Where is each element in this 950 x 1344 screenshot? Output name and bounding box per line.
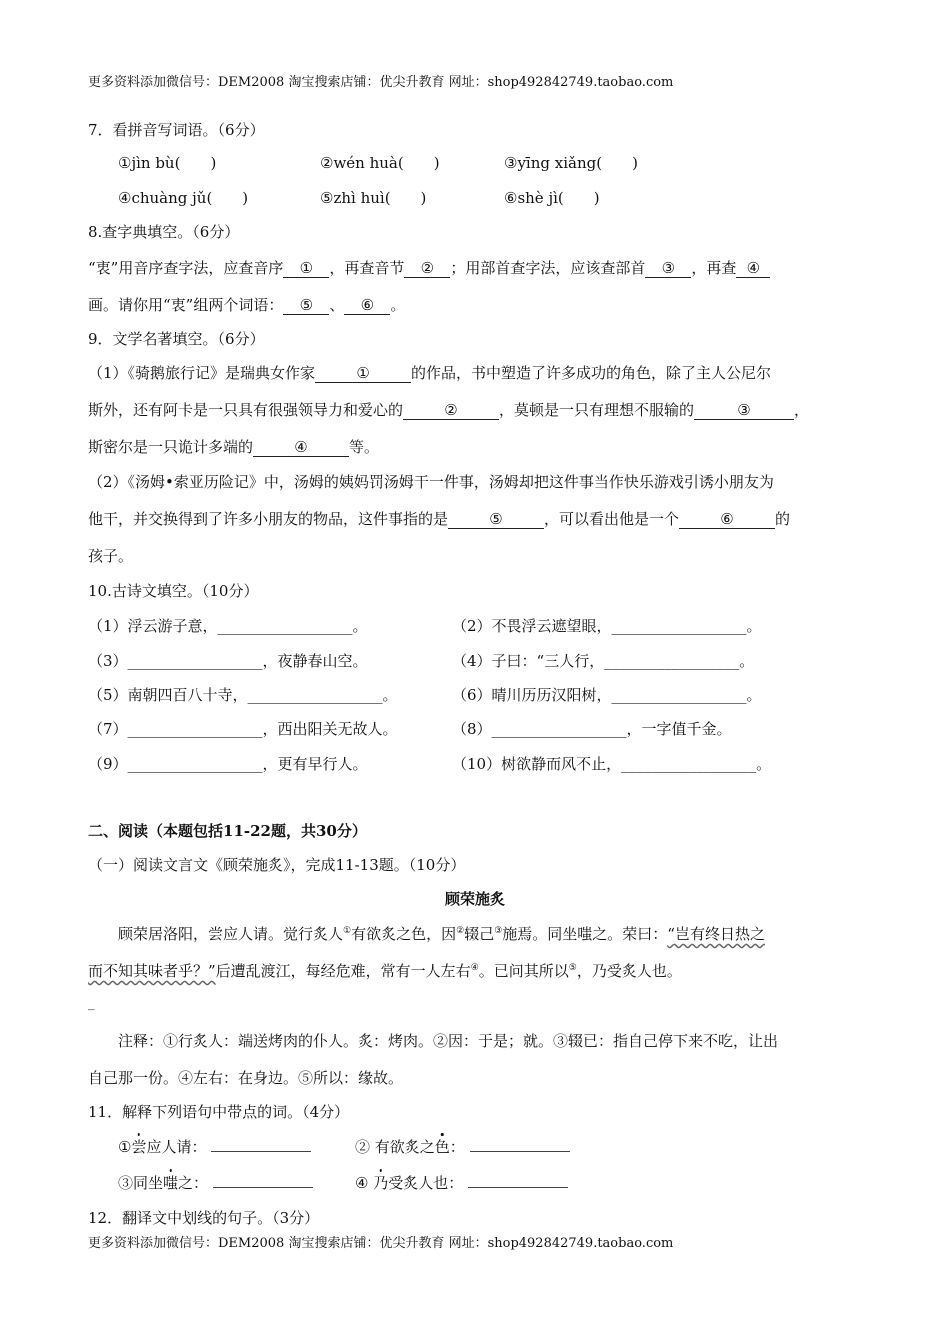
q8-blank-5[interactable]: ⑤ (283, 296, 329, 315)
q8-blank-6[interactable]: ⑥ (344, 296, 390, 315)
q9-text: 斯外，还有阿卡是一只具有很强领导力和爱心的 (88, 401, 404, 419)
q11-item-1 (118, 1136, 311, 1157)
q11-item-4 (355, 1172, 568, 1193)
q7-item-3: ③yīng xiǎng( ) (504, 154, 638, 172)
q8-text: 画。请你用“衷”组两个词语： (88, 296, 284, 314)
footnote-mark: ③ (494, 926, 503, 936)
q9-text: 的 (775, 510, 791, 528)
passage-text: 有欲炙之色，因 (351, 925, 457, 943)
dotted-char: 乃 (373, 1174, 389, 1192)
passage-text: 辍己 (464, 925, 495, 943)
q8-text: “衷”用音序查字法，应查音序 (88, 259, 284, 277)
q10-item-7: （7）__________________，西出阳关无故人。 (88, 720, 398, 738)
q9-para1-line3 (88, 436, 379, 457)
q8-text: ，再查音节 (329, 259, 405, 277)
q8-text: ；用部首查字法，应该查部首 (450, 259, 646, 277)
q9-text: 的作品，书中塑造了许多成功的角色，除了主人公尼尔 (411, 364, 772, 382)
q10-item-1: （1）浮云游子意，__________________。 (88, 617, 368, 635)
q7-item-2: ②wén huà( ) (320, 154, 440, 172)
q11-text: 之： (178, 1174, 209, 1192)
dotted-char: 色 (434, 1138, 450, 1156)
dotted-char: 嗤 (163, 1174, 179, 1192)
q9-para1-line1 (88, 362, 771, 383)
q11-answer-blank-1[interactable] (211, 1137, 311, 1152)
q10-item-2: （2）不畏浮云遮望眼，__________________。 (452, 617, 762, 635)
q9-blank-2[interactable]: ② (403, 401, 499, 420)
passage-heading: 顾荣施炙 (444, 890, 505, 908)
q9-text: 等。 (349, 438, 380, 456)
q9-text: 他干，并交换得到了许多小朋友的物品，这件事指的是 (88, 510, 449, 528)
passage-line-1 (118, 923, 765, 944)
q11-text: ： (449, 1138, 465, 1156)
passage-text: 施焉。同坐嗤之。荣曰： (502, 925, 668, 943)
q7-item-5: ⑤zhì huì( ) (320, 189, 427, 207)
underlined-sentence: “岂有终日热之 (667, 925, 765, 943)
q10-item-9: （9）__________________，更有早行人。 (88, 755, 368, 773)
q8-title: 8.查字典填空。（6分） (88, 223, 240, 241)
q11-answer-blank-2[interactable] (470, 1137, 570, 1152)
q7-item-6: ⑥shè jì( ) (504, 189, 600, 207)
q11-text: 应人请： (146, 1138, 207, 1156)
q12-title: 12．翻译文中划线的句子。（3分） (88, 1209, 320, 1227)
q9-blank-5[interactable]: ⑤ (448, 510, 544, 529)
passage-line-2 (88, 960, 682, 981)
q7-item-4: ④chuàng jǔ( ) (118, 189, 249, 207)
q11-text: ④ (355, 1174, 374, 1192)
q11-text: ① (118, 1138, 132, 1156)
q11-answer-blank-3[interactable] (213, 1173, 313, 1188)
q11-item-3 (118, 1172, 313, 1193)
q11-text: 受炙人也： (388, 1174, 464, 1192)
q9-text: 斯密尔是一只诡计多端的 (88, 438, 254, 456)
q9-para1-line2 (88, 399, 809, 420)
q10-item-6: （6）晴川历历汉阳树，__________________。 (452, 686, 762, 704)
q8-line-1 (88, 257, 770, 278)
q11-item-2 (355, 1136, 570, 1157)
q8-blank-1[interactable]: ① (283, 259, 329, 278)
q11-answer-blank-4[interactable] (468, 1173, 568, 1188)
q8-blank-4[interactable]: ④ (736, 259, 770, 278)
q11-text: ③同坐 (118, 1174, 164, 1192)
section-2-title: 二、阅读（本题包括11-22题，共30分） (88, 822, 367, 840)
q9-text: ，莫顿是一只有理想不服输的 (499, 401, 695, 419)
dotted-char: 尝 (131, 1138, 147, 1156)
q8-blank-2[interactable]: ② (404, 259, 450, 278)
passage-text: ，乃受炙人也。 (576, 962, 682, 980)
q9-blank-3[interactable]: ③ (694, 401, 794, 420)
q8-text: 、 (329, 296, 345, 314)
q9-text: ，可以看出他是一个 (544, 510, 680, 528)
q9-para2-line2 (88, 508, 790, 529)
q9-blank-1[interactable]: ① (315, 364, 411, 383)
q9-blank-4[interactable]: ④ (253, 438, 349, 457)
q10-item-5: （5）南朝四百八十寺，__________________。 (88, 686, 398, 704)
underlined-sentence: 而不知其味者乎？” (88, 962, 216, 980)
q7-title: 7．看拼音写词语。（6分） (88, 121, 265, 139)
q11-text: ② 有欲炙之 (355, 1138, 435, 1156)
q8-line-2 (88, 294, 405, 315)
q10-item-3: （3）__________________，夜静春山空。 (88, 652, 368, 670)
q8-text: ，再查 (691, 259, 737, 277)
footnote-mark: ④ (470, 963, 479, 973)
q10-item-8: （8）__________________，一字值千金。 (452, 720, 732, 738)
section-2-subtitle: （一）阅读文言文《顾荣施炙》，完成11-13题。（10分） (88, 856, 466, 874)
page-header: 更多资料添加微信号：DEM2008 淘宝搜索店铺：优尖升教育 网址：shop492842749.taobao.com (88, 75, 674, 90)
q10-title: 10.古诗文填空。（10分） (88, 582, 259, 600)
passage-text: 顾荣居洛阳，尝应人请。觉行炙人 (118, 925, 344, 943)
notes-line-2: 自己那一份。④左右：在身边。⑤所以：缘故。 (88, 1069, 404, 1087)
passage-text: 。已问其所以 (478, 962, 569, 980)
stray-dash: _ (88, 996, 95, 1011)
q7-item-1: ①jìn bù( ) (118, 154, 217, 172)
q9-para2-line3: 孩子。 (88, 547, 134, 565)
passage-text: 后遭乱渡江，每经危难，常有一人左右 (215, 962, 471, 980)
footnote-mark: ② (456, 926, 465, 936)
q10-item-4: （4）子曰：“三人行，__________________。 (452, 652, 755, 670)
q9-text: ， (794, 401, 810, 419)
notes-line-1: 注释：①行炙人：端送烤肉的仆人。炙：烤肉。②因：于是；就。③辍已：指自己停下来不吃，让出 (118, 1032, 779, 1050)
footnote-mark: ⑤ (568, 963, 577, 973)
q9-text: （1）《骑鹅旅行记》是瑞典女作家 (88, 364, 316, 382)
q9-title: 9．文学名著填空。（6分） (88, 330, 265, 348)
page-footer: 更多资料添加微信号：DEM2008 淘宝搜索店铺：优尖升教育 网址：shop492842749.taobao.com (88, 1236, 674, 1251)
q8-blank-3[interactable]: ③ (645, 259, 691, 278)
footnote-mark: ① (343, 926, 352, 936)
q9-para2-line1: （2）《汤姆•索亚历险记》中，汤姆的姨妈罚汤姆干一件事，汤姆却把这件事当作快乐游戏引诱小朋友为 (88, 473, 774, 491)
q9-blank-6[interactable]: ⑥ (679, 510, 775, 529)
q10-item-10: （10）树欲静而风不止，__________________。 (452, 755, 772, 773)
q8-text: 。 (390, 296, 406, 314)
q11-title: 11．解释下列语句中带点的词。（4分） (88, 1103, 350, 1121)
